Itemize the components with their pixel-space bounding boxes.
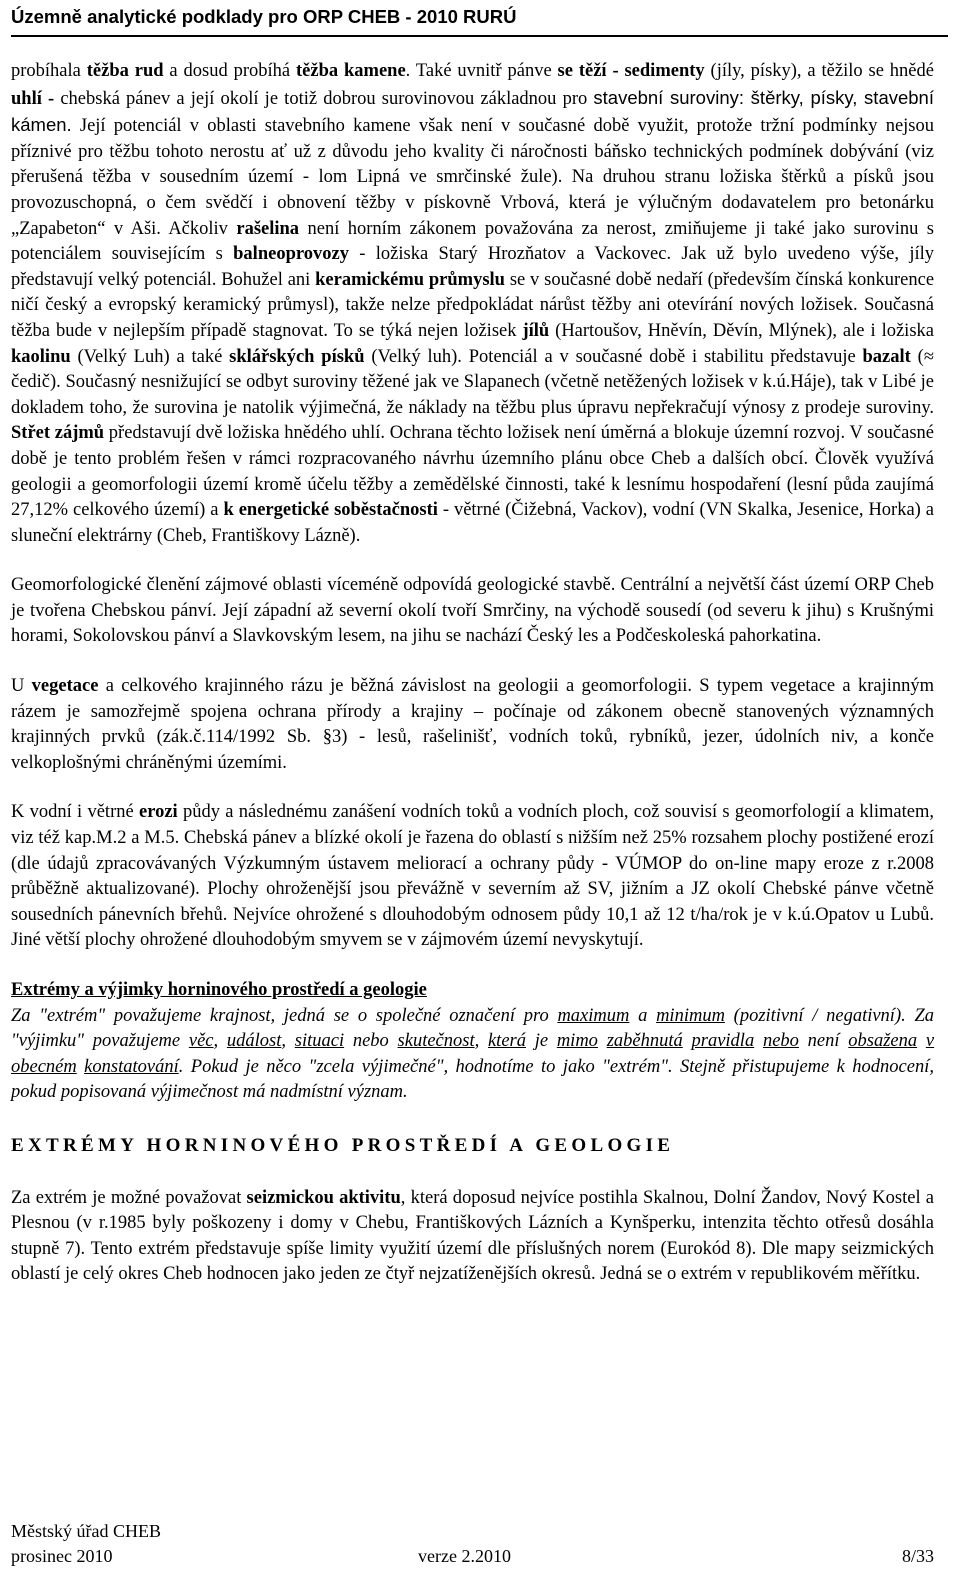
text-run: - ložiska Starý Hrozňatov a Vackovec. Jak už bylo uvedeno výše, jíly představují velký potenciál. Bohužel ani [11, 244, 934, 290]
text-run: , [474, 1031, 488, 1052]
text-run: která [487, 1031, 526, 1052]
text-run: , [281, 1031, 295, 1052]
text-run: K vodní i větrné [11, 802, 139, 823]
text-run: - větrné (Čižebná, Vackov), vodní (VN Skalka, Jesenice, Horka) a sluneční elektrárny (Cheb, Františkovy Lázně). [11, 500, 935, 546]
text-run: Její potenciál v oblasti stavebního kamene však není v současné době využit, protože tržní podmínky nejsou příznivé pro těžbu tohoto nerostu ať už z důvodu jeho kvality či náročnosti báňsko technických podmínek dobývání (viz přerušená těžba v sousedním území - lom Lipná ve smrčinské žule). Na druhou stranu ložiska štěrků a písků jsou provozuschopná, o čem svědčí i obnovení těžby v pískovně Vrbová, která je výlučným dodavatelem pro betonárku „Zapabeton“ v Aši. Ačkoliv [11, 116, 934, 239]
text-run [598, 1031, 607, 1051]
paragraph-seismic [11, 1186, 934, 1288]
header-title: Územně analytické podklady pro ORP CHEB - 2010 RURÚ [11, 6, 517, 27]
text-run: obecném [11, 1056, 77, 1077]
text-run: . Pokud je něco "zcela výjimečné", hodnotíme to jako "extrém". Stejně přistupujeme k hodnocení, pokud popisovaná výjimečnost má nadmístní význam. [11, 1056, 934, 1103]
paragraph-erosion [11, 800, 934, 954]
text-run: událost [226, 1031, 282, 1052]
text-run: balneoprovozy [233, 244, 349, 265]
text-run: (jíly, písky), a těžilo se hnědé [704, 61, 934, 81]
text-run: . Také uvnitř pánve [405, 61, 558, 81]
text-run: situaci [294, 1031, 345, 1052]
text-run: , [213, 1031, 227, 1052]
paragraph-mining [11, 59, 934, 549]
text-run: (Velký luh). Potenciál a v současné době i stabilitu představuje [364, 346, 863, 367]
text-run [683, 1031, 692, 1051]
text-run: a celkového krajinného rázu je běžná závislost na geologii a geomorfologii. S typem vegetace a krajinným rázem je samozřejmě spojena ochrana přírody a krajiny – počínaje od zákonem obecně stanovených významných krajinných prvků (zák.č.114/1992 Sb. §3) - lesů, rašelinišť, vodních toků, rybníků, jezer, údolních niv, a konče velkoplošnými chráněnými územími. [11, 676, 934, 773]
text-run: (Hartoušov, Hněvín, Děvín, Mlýnek), ale i ložiska [549, 320, 934, 341]
text-run: se v současné době nedaří (především čínská konkurence ničí český a evropský keramický průmysl), takže nelze předpokládat nárůst těžby ani otevírání nových ložisek. Současná těžba bude v nejlepším případě stagnovat. To se týká nejen ložisek [11, 269, 935, 341]
text-run: probíhala [11, 61, 87, 81]
text-run: konstatování [84, 1056, 179, 1077]
text-run: rašelina [236, 218, 300, 239]
document-header [11, 6, 947, 28]
text-run: a dosud probíhá [163, 61, 296, 81]
text-run: k energetické soběstačnosti [223, 500, 438, 521]
section-title: EXTRÉMY HORNINOVÉHO PROSTŘEDÍ A GEOLOGIE [11, 1134, 675, 1156]
text-run: stavební suroviny: štěrky, písky, stavební kámen. [11, 86, 934, 136]
text-run: U [11, 676, 32, 697]
footer-date: prosinec 2010 [11, 1546, 113, 1566]
text-run: kaolinu [11, 346, 71, 367]
text-run: seizmickou aktivitu [246, 1187, 401, 1208]
document-footer [11, 1519, 934, 1569]
text-run: uhlí - [11, 88, 55, 109]
footer-version: verze 2.2010 [418, 1546, 511, 1566]
paragraph-vegetation [11, 674, 934, 776]
text-run: těžba kamene [296, 61, 406, 81]
text-run [754, 1031, 763, 1051]
text-run: zaběhnutá [606, 1031, 683, 1052]
subheading-extremes: Extrémy a výjimky horninového prostředí a geologie [11, 980, 427, 1000]
text-run: mimo [556, 1031, 598, 1052]
text-run: je [525, 1031, 557, 1052]
text-run: (pozitivní / negativní). Za "výjimku" považujeme [11, 1005, 934, 1052]
text-run: chebská pánev a její okolí je totiž dobrou surovinovou základnou pro [54, 88, 594, 109]
text-run: (≈ čedič). Současný nesnižující se odbyt suroviny těžené jak ve Slapanech (včetně netěžených ložisek v k.ú.Háje), tak v Libé je dokladem toho, že surovina je natolik výjimečná, že náklady na těžbu plus úpravu nepřekračují výnosy z prodeje suroviny. [11, 346, 934, 418]
text-run: keramickému průmyslu [315, 269, 505, 290]
text-run: vegetace [31, 676, 99, 697]
text-run: Za "extrém" považujeme krajnost, jedná se o společné označení pro [11, 1005, 558, 1026]
text-run: sklářských písků [229, 346, 365, 367]
document-body [11, 59, 934, 1288]
text-run: věc [188, 1031, 214, 1052]
text-run: není [798, 1031, 849, 1052]
text-run: bazalt [862, 346, 911, 367]
text-run: maximum [557, 1005, 630, 1026]
text-run: Geomorfologické členění zájmové oblasti víceméně odpovídá geologické stavbě. Centrální a největší část území ORP Cheb je tvořena Chebskou pánví. Její západní až severní okolí tvoří Smrčiny, na východě sousedí (od severu k jihu) s Krušnými horami, Sokolovskou pánví a Slavkovským lesem, na jihu se nachází Český les a Podčeskoleská pahorkatina. [11, 575, 934, 647]
text-run: nebo [762, 1031, 799, 1052]
text-run: Za extrém je možné považovat [11, 1187, 247, 1208]
paragraph-geomorphology [11, 573, 934, 650]
paragraph-extreme-definition [11, 1004, 934, 1106]
text-run: erozi [138, 802, 178, 823]
text-run: těžba rud [86, 61, 164, 81]
text-run: (Velký Luh) a také [70, 346, 230, 367]
footer-page-number: 8/33 [901, 1546, 934, 1566]
text-run: a [629, 1005, 657, 1026]
text-run: minimum [656, 1005, 725, 1026]
text-run: se těží - sedimenty [557, 61, 705, 81]
text-run: Střet zájmů [11, 423, 105, 444]
text-run: skutečnost [397, 1031, 475, 1052]
text-run: v [925, 1031, 935, 1052]
text-run [917, 1031, 926, 1051]
text-run: pravidla [691, 1031, 755, 1052]
text-run: není horním zákonem považována za nerost, zmiňujeme ji také jako surovinu s potenciálem souvisejícím s [11, 218, 934, 265]
text-run: půdy a následnému zanášení vodních toků a vodních ploch, což souvisí s geomorfologií a klimatem, viz též kap.M.2 a M.5. Chebská pánev a blízké okolí je řazena do oblastí s nižším než 25% rozsahem plochy postižené erozí (dle údajů zpracovávaných Výzkumným ústavem meliorací a ochrany půdy - VÚMOP do on-line mapy eroze z r.2008 průběžně aktualizované). Plochy ohroženější jsou převážně v severním až SV, jižním a JZ okolí Chebské pánve včetně sousedních pánevních břehů. Nejvíce ohrožené s dlouhodobým odnosem půdy 10,1 až 12 t/ha/rok je v k.ú.Opatov u Lubů. Jiné větší plochy ohrožené dlouhodobým smyvem se v zájmovém území nevyskytují. [11, 802, 934, 951]
text-run: obsažena [848, 1031, 918, 1052]
footer-office: Městský úřad CHEB [11, 1521, 161, 1541]
header-divider [11, 35, 948, 37]
text-run: jílů [522, 320, 550, 341]
text-run: nebo [344, 1031, 398, 1052]
text-run: , která doposud nejvíce postihla Skalnou, Dolní Žandov, Nový Kostel a Plesnou (v r.1985 byly poškozeny i domy v Chebu, Františkových Lázních a Kynšperku, intenzita těchto otřesů dosáhla stupně 7). Tento extrém představuje spíše limity využití území dle příslušných norem (Eurokód 8). Dle mapy seizmických oblastí je celý okres Cheb hodnocen jako jeden ze čtyř nejzatíženějších okresů. Jedná se o extrém v republikovém měřítku. [11, 1187, 934, 1285]
text-run: představují dvě ložiska hnědého uhlí. Ochrana těchto ložisek není úměrná a blokuje územní rozvoj. V současné době je tento problém řešen v rámci rozpracovaného návrhu územního plánu obce Cheb a dalších obcí. Člověk využívá geologii a geomorfologii území kromě účelu těžby a zemědělské činnosti, také k lesnímu hospodaření (lesní půda zaujímá 27,12% celkového území) a [11, 423, 934, 521]
